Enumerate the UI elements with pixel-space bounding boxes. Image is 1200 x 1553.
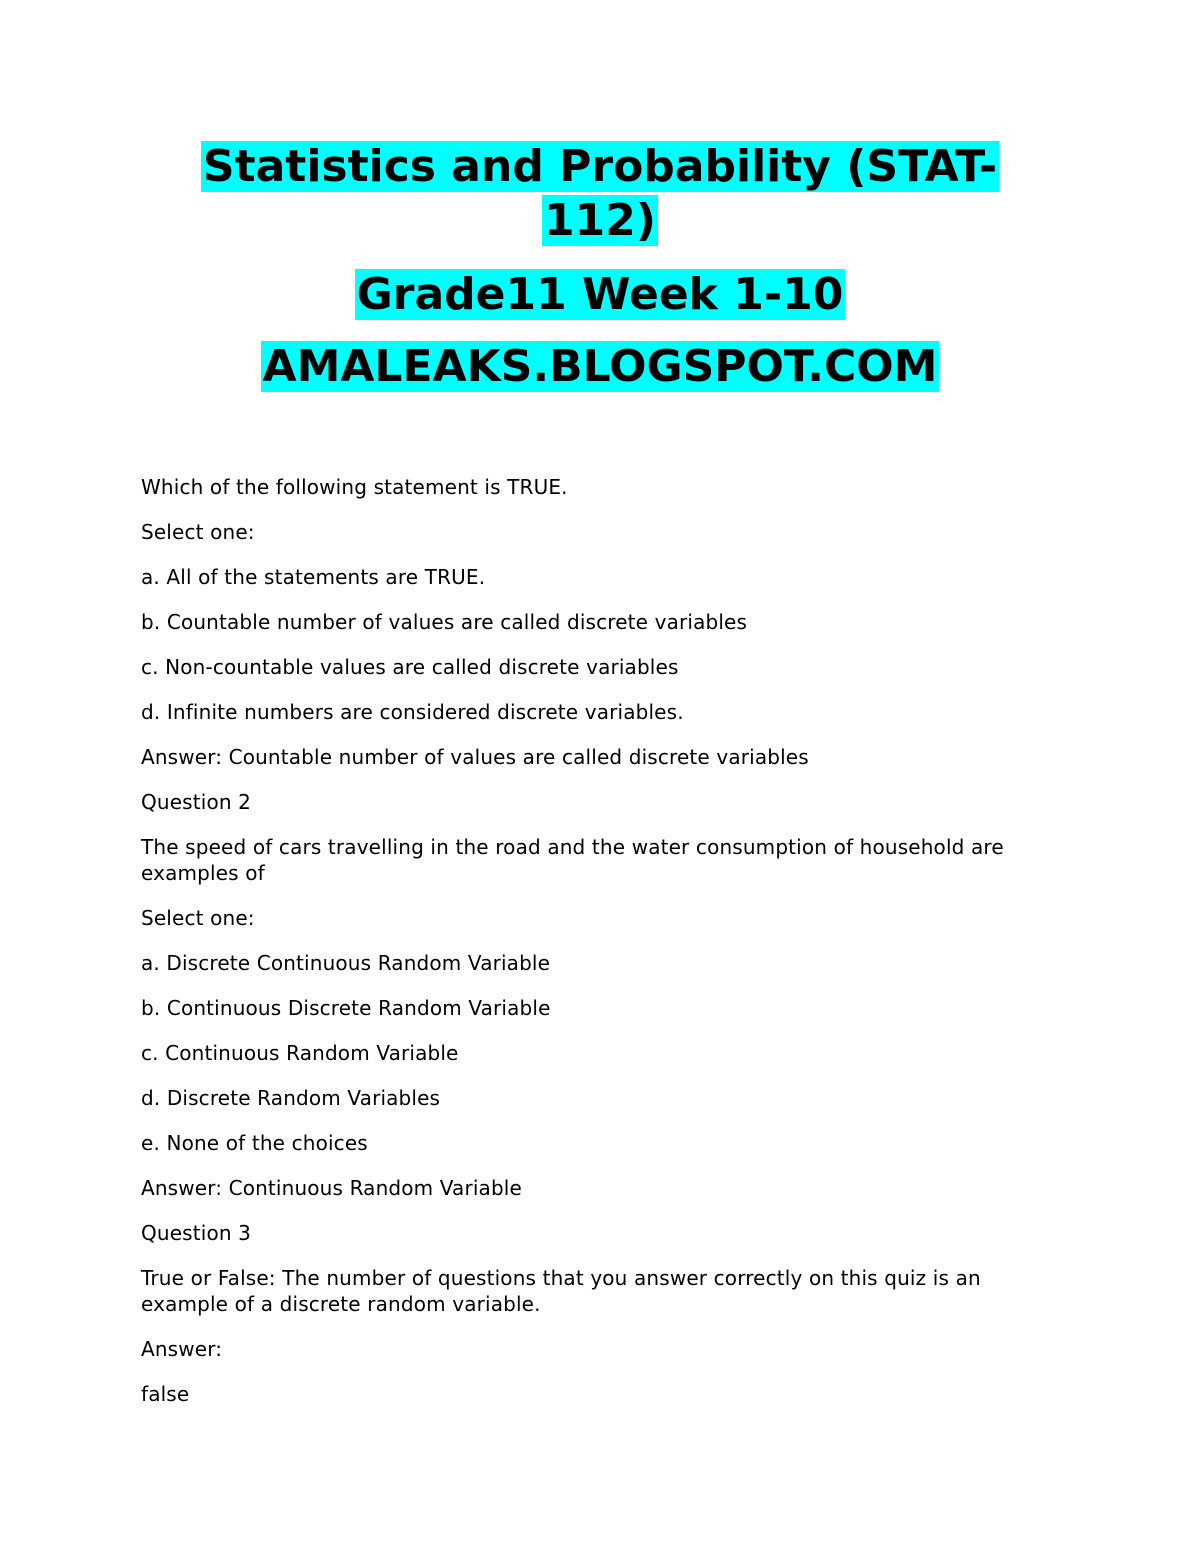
site-name: AMALEAKS.BLOGSPOT.COM: [262, 341, 938, 392]
option-item: d. Infinite numbers are considered discrete variables.: [141, 700, 684, 724]
question-heading: Question 2: [141, 790, 252, 814]
option-item: a. All of the statements are TRUE.: [141, 565, 486, 589]
question-heading: Question 3: [141, 1221, 252, 1245]
answer-label: Answer:: [141, 1337, 223, 1361]
option-item: c. Non-countable values are called discrete variables: [141, 655, 679, 679]
option-item: b. Countable number of values are called discrete variables: [141, 610, 748, 634]
document-title: [0, 140, 1200, 248]
title-line-2: 112): [544, 195, 656, 246]
answer-line: Answer: Continuous Random Variable: [141, 1176, 522, 1200]
option-item: e. None of the choices: [141, 1131, 368, 1155]
title-line-1: Statistics and Probability (STAT-: [202, 141, 998, 192]
document-subtitle: Grade11 Week 1-10: [356, 269, 844, 320]
question-1-text: Which of the following statement is TRUE.: [141, 475, 568, 499]
document-header: [0, 140, 1200, 394]
option-item: c. Continuous Random Variable: [141, 1041, 459, 1065]
answer-value: false: [141, 1382, 190, 1406]
question-3-text: True or False: The number of questions that you answer correctly on this quiz is an example of a discrete random variable.: [141, 1266, 981, 1316]
option-item: b. Continuous Discrete Random Variable: [141, 996, 551, 1020]
option-item: d. Discrete Random Variables: [141, 1086, 441, 1110]
select-one-label: Select one:: [141, 520, 255, 544]
document-body: [141, 474, 1071, 1426]
option-item: a. Discrete Continuous Random Variable: [141, 951, 551, 975]
select-one-label: Select one:: [141, 906, 255, 930]
question-2-text: The speed of cars travelling in the road and the water consumption of household are examples of: [141, 835, 1004, 885]
answer-line: Answer: Countable number of values are called discrete variables: [141, 745, 809, 769]
